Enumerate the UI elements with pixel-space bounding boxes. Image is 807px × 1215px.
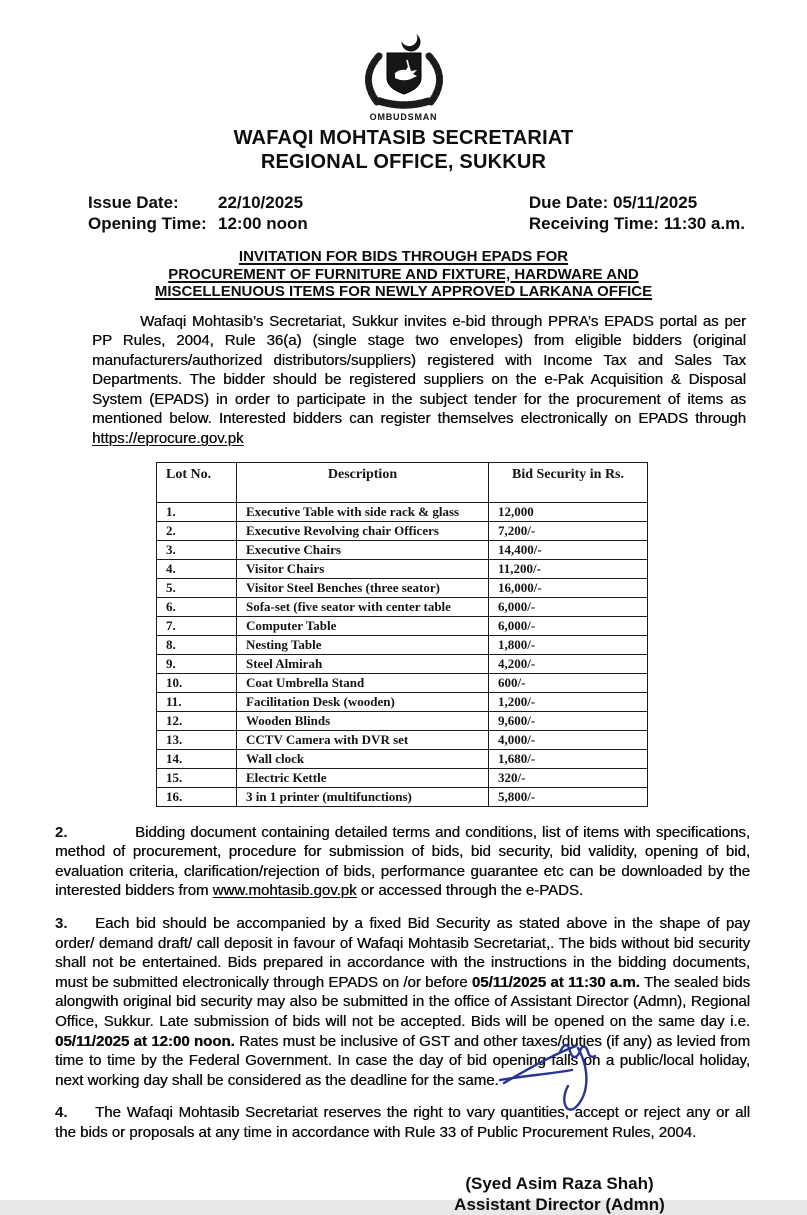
table-row [157,749,648,768]
table-row [157,597,648,616]
description-cell: Wooden Blinds [237,711,489,730]
bid-security-cell: 6,000/- [489,616,648,635]
link[interactable]: https://eprocure.gov.pk [92,430,244,448]
table-row [157,578,648,597]
description-cell: Sofa-set (five seator with center table [237,597,489,616]
table-row [157,711,648,730]
description-cell: Executive Table with side rack & glass [237,502,489,521]
ombudsman-emblem-icon [349,30,459,106]
table-row [157,540,648,559]
text-segment: 05/11/2025 at 11:30 a.m. [471,973,640,991]
lot-cell: 3. [157,540,237,559]
column-header-description-cell: Description [237,462,489,502]
link[interactable]: www.mohtasib.gov.pk [212,882,357,900]
receiving-time-value: 11:30 a.m. [663,214,745,233]
text-segment: Each bid should be accompanied by a fixed Bid Security as stated above in the shape of pay order/ demand draft/ call deposit in favour of Wafaqi Mohtasib Secretariat,. The bids without bid security shall not be entertained. Bids prepared in accordance with the instructions in the bidding documents, must be submitted electronically through EPADS on /or before [55,915,750,991]
org-name: WAFAQI MOHTASIB SECRETARIAT [233,127,574,149]
lot-cell: 6. [157,597,237,616]
lot-cell: 15. [157,768,237,787]
description-cell: Steel Almirah [237,654,489,673]
lot-cell: 12. [157,711,237,730]
lot-cell: 9. [157,654,237,673]
lot-cell: 13. [157,730,237,749]
table-row [157,616,648,635]
table-row [157,635,648,654]
paragraph-3-number: 3. [55,915,68,933]
table-row [157,521,648,540]
org-office: REGIONAL OFFICE, SUKKUR [260,151,547,173]
paragraph-4-text [55,1104,750,1141]
bid-security-cell: 600/- [489,673,648,692]
issue-date-value: 22/10/2025 [218,193,304,212]
table-row [157,768,648,787]
lot-cell: 10. [157,673,237,692]
due-date-line [529,192,745,213]
handwritten-signature [492,1036,622,1123]
table-row [157,787,648,806]
text-segment: or accessed through the e-PADS. [356,882,584,900]
text-segment: The sealed bids alongwith original bid security may also be submitted in the office of Assistant Director (Admn), Regional Office, Sukkur. Late submission of bids will not be accepted. Bids will be opened on the same day i.e. [55,973,750,1030]
receiving-time-label: Receiving Time: [528,214,659,233]
description-cell: Executive Chairs [237,540,489,559]
bid-security-cell: 4,000/- [489,730,648,749]
text-segment: 05/11/2025 at 12:00 noon. [55,1032,235,1050]
notice-title-line1: INVITATION FOR BIDS THROUGH EPADS FOR [238,248,569,265]
opening-time-value: 12:00 noon [218,214,308,233]
bid-security-cell: 11,200/- [489,559,648,578]
lot-cell: 8. [157,635,237,654]
signature-block [447,1173,672,1215]
column-header-bid-security-cell: Bid Security in Rs. [489,462,648,502]
bid-security-cell: 16,000/- [489,578,648,597]
lot-cell: 14. [157,749,237,768]
paragraph-4-number: 4. [55,1104,68,1122]
notice-title-line2: PROCUREMENT OF FURNITURE AND FIXTURE, HARDWARE AND [168,265,639,283]
bid-security-table [156,462,648,807]
bid-security-cell: 320/- [489,768,648,787]
lot-cell: 1. [157,502,237,521]
text-segment: The Wafaqi Mohtasib Secretariat reserves the right to vary quantities, accept or reject any or all the bids or proposals at any time in accordance with Rule 33 of Public Procurement Rules, 2004. [55,1104,750,1141]
lot-cell: 2. [157,521,237,540]
issue-date-label: Issue Date: [88,193,179,212]
text-segment: Rates must be inclusive of GST and other taxes/duties (if any) as levied from time to time by the Federal Government. In case the day of bid opening falls on a public/local holiday, next working day shall be considered as the deadline for the same. [55,1032,750,1089]
bid-security-cell: 1,800/- [489,635,648,654]
lot-cell: 4. [157,559,237,578]
description-cell: 3 in 1 printer (multifunctions) [237,787,489,806]
text-segment: Bidding document containing detailed terms and conditions, list of items with specifications, method of procurement, procedure for submission of bids, bid security, bid validity, opening of bid, evaluation criteria, clarification/rejection of bids, performance guarantee etc can be downloaded by the interested bidders from [55,823,750,900]
paragraph-4 [55,1103,750,1142]
description-cell: Coat Umbrella Stand [237,673,489,692]
bid-security-cell: 4,200/- [489,654,648,673]
dates-block [88,192,745,234]
paragraph-2-number: 2. [55,823,68,841]
text-segment: Wafaqi Mohtasib’s Secretariat, Sukkur invites e-bid through PPRA’s EPADS portal as per PP Rules, 2004, Rule 36(a) (single stage two envelopes) from eligible bidders (original manufacturers/authorized distributors/suppliers) registered with Income Tax and Sales Tax Departments. The bidder should be registered suppliers on the e-Pak Acquisition & Disposal System (EPADS) in order to participate in the subject tender for the procurement of items as mentioned below. Interested bidders can register themselves electronically on EPADS through [92,312,746,428]
description-cell: Visitor Chairs [237,559,489,578]
description-cell: Executive Revolving chair Officers [237,521,489,540]
table-row [157,730,648,749]
signatory-name: (Syed Asim Raza Shah) [465,1173,654,1193]
description-cell: Facilitation Desk (wooden) [237,692,489,711]
bid-security-cell: 1,200/- [489,692,648,711]
table-row [157,502,648,521]
receiving-time-line [529,213,745,234]
table-row [157,673,648,692]
due-date-label: Due Date: [528,193,609,212]
paragraph-intro [92,312,746,449]
lot-cell: 5. [157,578,237,597]
logo-caption: OMBUDSMAN [369,112,438,122]
dates-right [529,192,745,234]
bid-security-cell: 1,680/- [489,749,648,768]
table-row [157,559,648,578]
bid-security-cell: 14,400/- [489,540,648,559]
description-cell: CCTV Camera with DVR set [237,730,489,749]
paragraph-3 [55,914,750,1090]
bid-security-cell: 12,000 [489,502,648,521]
signatory-title: Assistant Director (Admn) [454,1194,665,1214]
paragraph-2-text [55,824,750,900]
notice-title-line3: MISCELLENUOUS ITEMS FOR NEWLY APPROVED LARKANA OFFICE [154,283,653,300]
description-cell: Nesting Table [237,635,489,654]
table-header [157,462,648,502]
bid-security-cell: 7,200/- [489,521,648,540]
bid-security-cell: 6,000/- [489,597,648,616]
opening-time-label: Opening Time: [88,214,207,233]
paragraph-3-text [55,915,750,1089]
notice-title [0,248,807,301]
due-date-value: 05/11/2025 [613,193,698,212]
table-row [157,692,648,711]
description-cell: Electric Kettle [237,768,489,787]
column-header-lot-cell: Lot No. [157,462,237,502]
paragraph-2 [55,823,750,901]
lot-cell: 11. [157,692,237,711]
table-row [157,654,648,673]
description-cell: Visitor Steel Benches (three seator) [237,578,489,597]
letterhead [0,0,807,174]
bid-security-cell: 5,800/- [489,787,648,806]
dates-left [88,192,308,234]
bid-security-cell: 9,600/- [489,711,648,730]
lot-cell: 7. [157,616,237,635]
description-cell: Wall clock [237,749,489,768]
description-cell: Computer Table [237,616,489,635]
lot-cell: 16. [157,787,237,806]
